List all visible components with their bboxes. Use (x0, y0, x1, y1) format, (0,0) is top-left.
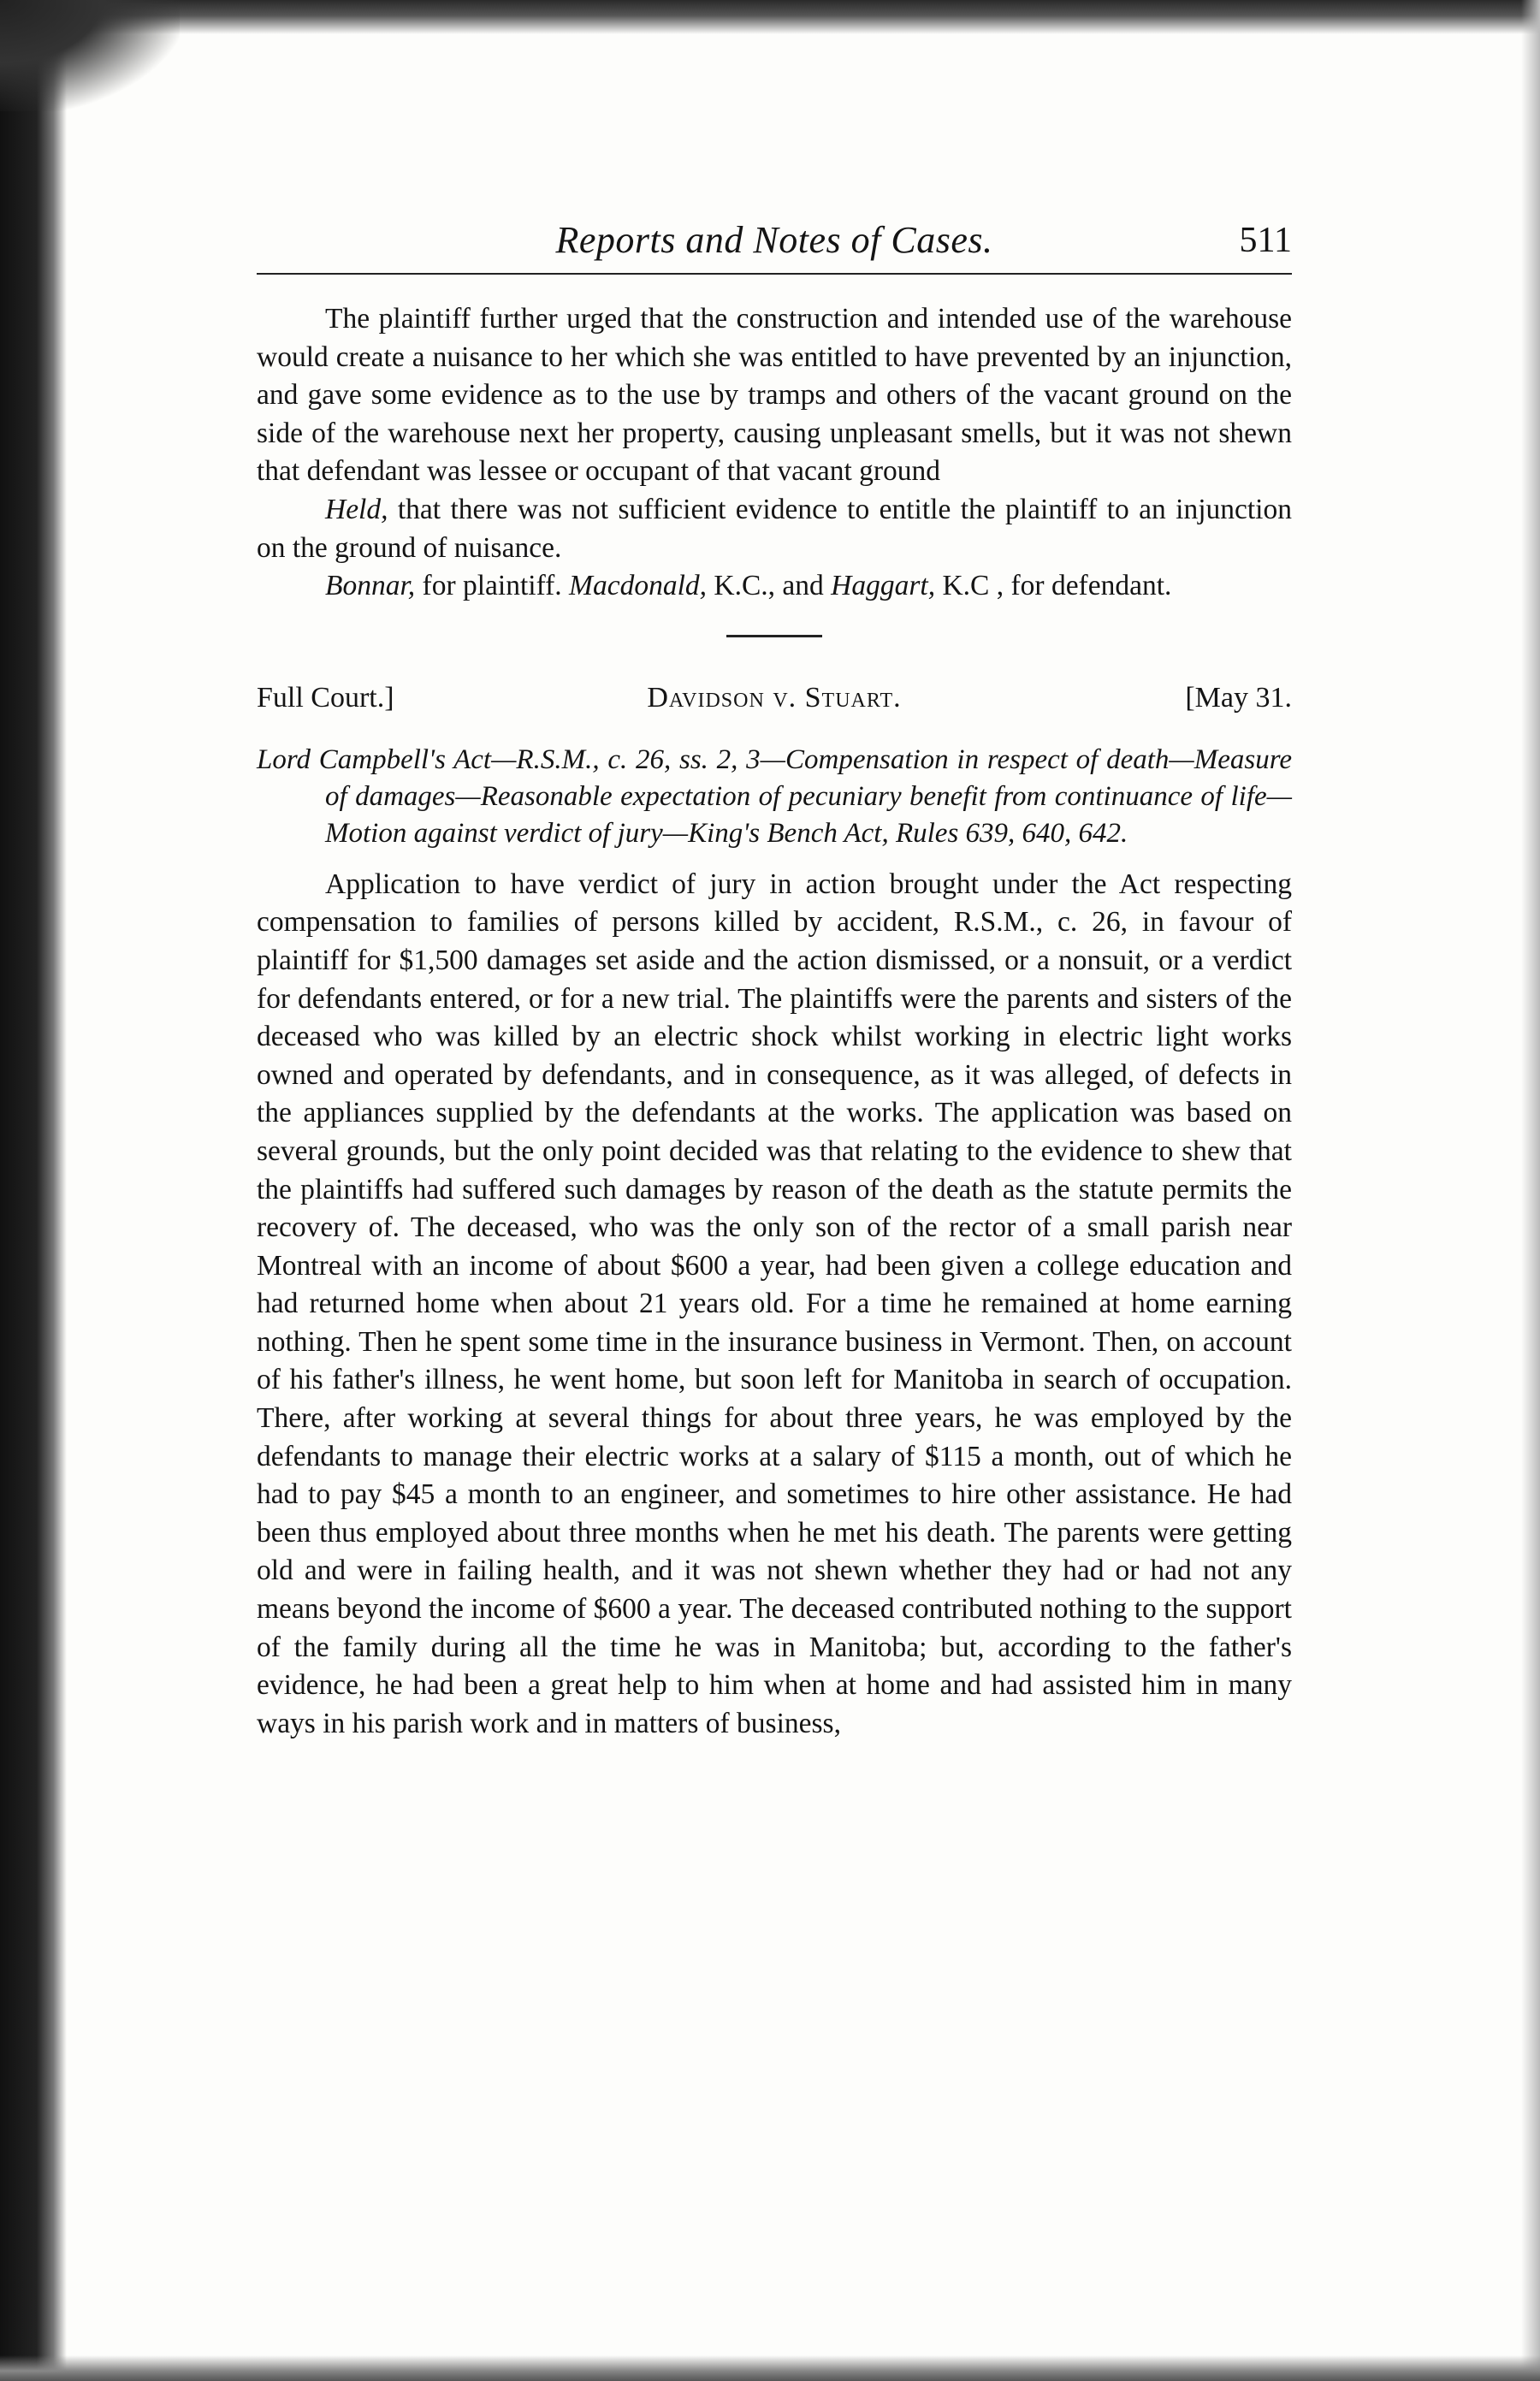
case-parties: Davidson v. Stuart. (647, 681, 902, 714)
page (257, 218, 1292, 1743)
counsel-name-defendant-1: Macdonald, (569, 570, 708, 602)
case-heading (257, 682, 1292, 726)
case-body (257, 866, 1292, 1744)
scan-shadow-corner (0, 0, 180, 111)
counsel-name-defendant-2: Haggart, (831, 570, 936, 602)
case-date: [May 31. (1185, 681, 1292, 714)
counsel-paragraph (257, 567, 1292, 606)
counsel-text-3: K.C , for defendant. (935, 570, 1172, 602)
counsel-name-plaintiff: Bonnar, (325, 570, 416, 602)
court-name: Full Court.] (257, 681, 394, 714)
held-text: that there was not sufficient evidence to entitle the plaintiff to an injunction on the ground of nuisance. (257, 493, 1292, 564)
scan-shadow-right (1521, 0, 1540, 2381)
counsel-text-2: K.C., and (707, 570, 832, 602)
case-body-paragraph: Application to have verdict of jury in action brought under the Act respecting compensation to families of persons killed by accident, R.S.M., c. 26, in favour of plaintiff for $1,500 damages set aside and the action dismissed, or a nonsuit, or a verdict for defendants entered, or for a new trial. The plaintiffs were the parents and sisters of the deceased who was killed by an electric shock whilst working in electric light works owned and operated by defendants, and in consequence, as it was alleged, of defects in the appliances supplied by the defendants at the works. The application was based on several grounds, but the only point decided was that relating to the evidence to shew that the plaintiffs had suffered such damages by reason of the death as the statute permits the recovery of. The deceased, who was the only son of the rector of a small parish near Montreal with an income of about $600 a year, had been given a college education and had returned home when about 21 years old. For a time he remained at home earning nothing. Then he spent some time in the insurance business in Vermont. Then, on account of his father's illness, he went home, but soon left for Manitoba in search of occupation. There, after working at several things for about three years, he was employed by the defendants to manage their electric works at a salary of $115 a month, out of which he had to pay $45 a month to an engineer, and sometimes to hire other assistance. He had been thus employed about three months when he met his death. The parents were getting old and were in failing health, and it was not shewn whether they had or had not any means beyond the income of $600 a year. The deceased contributed nothing to the support of the family during all the time he was in Manitoba; but, according to the father's evidence, he had been a great help to him when at home and had assisted him in many ways in his parish work and in matters of business, (257, 868, 1292, 1739)
headnote: Lord Campbell's Act—R.S.M., c. 26, ss. 2, 3—Compensation in respect of death—Measure of damages—Reasonable expectation of pecuniary benefit from continuance of life—Motion against verdict of jury—King's Bench Act, Rules 639, 640, 642. (257, 743, 1292, 849)
held-label: Held, (325, 493, 388, 525)
scan-shadow-top (0, 0, 1540, 34)
scan-shadow-left (0, 0, 67, 2381)
running-title: Reports and Notes of Cases. (555, 219, 993, 261)
scan-shadow-bottom (0, 2355, 1540, 2381)
first-case-paragraph: The plaintiff further urged that the construction and intended use of the warehouse would create a nuisance to her which she was entitled to have prevented by an injunction, and gave some evidence as to the use by tramps and others of the vacant ground on the side of the warehouse next her property, causing unpleasant smells, but it was not shewn that defendant was lessee or occupant of that vacant ground (257, 303, 1292, 488)
page-number: 511 (1239, 221, 1292, 260)
section-separator (726, 635, 822, 637)
page-header (257, 218, 1292, 275)
held-paragraph (257, 491, 1292, 567)
counsel-text-1: for plaintiff. (415, 570, 570, 602)
